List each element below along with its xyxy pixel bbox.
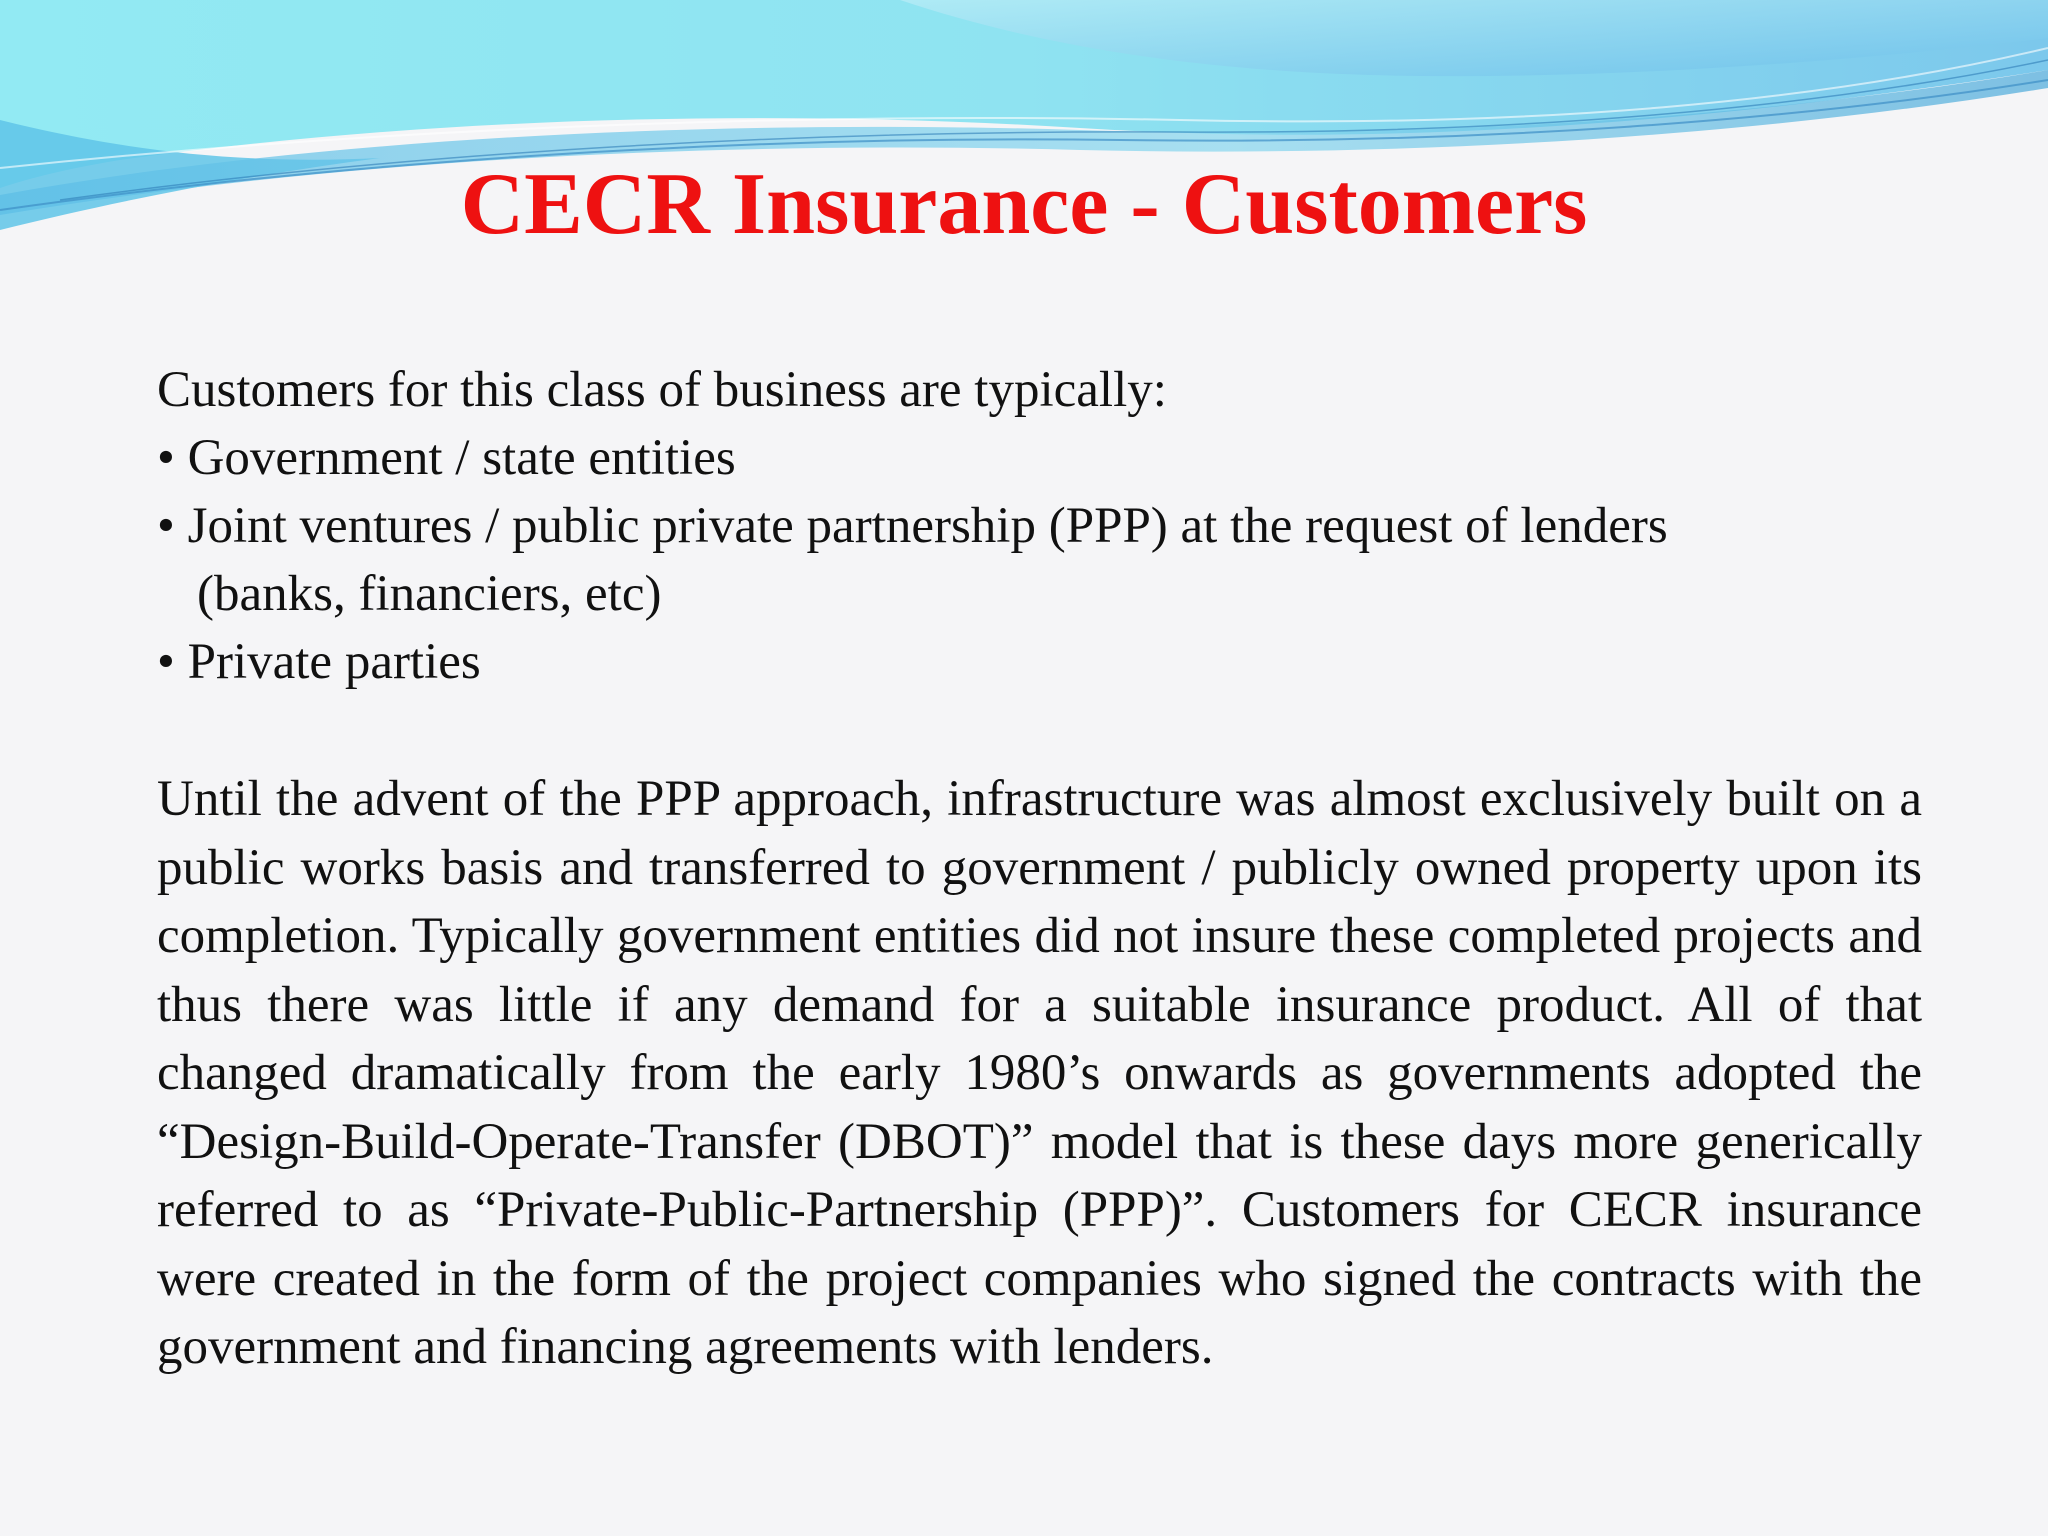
list-lead: Customers for this class of business are typically: [157,362,1167,418]
list-item: • Joint ventures / public private partnership (PPP) at the request of lenders [157,498,1668,554]
body-paragraph: Until the advent of the PPP approach, infrastructure was almost exclusively built on a public works basis and transferred to government / publicly owned property upon its completion. Typically government entities did not insure these completed projects and thus there was little if any demand for a suitable insurance product. All of that changed dramatically from the early 1980’s onwards as governments adopted the “Design-Build-Operate-Transfer (DBOT)” model that is these days more generically referred to as “Private-Public-Partnership (PPP)”. Customers for CECR insurance were created in the form of the project companies who signed the contracts with the government and financing agreements with lenders. [157,771,1922,1375]
list-item: • Government / state entities [157,430,736,486]
list-item: • Private parties [157,634,481,690]
list-item-continuation: (banks, financiers, etc) [197,566,662,622]
slide-title: CECR Insurance - Customers [460,156,1588,253]
customer-list [157,356,1917,696]
